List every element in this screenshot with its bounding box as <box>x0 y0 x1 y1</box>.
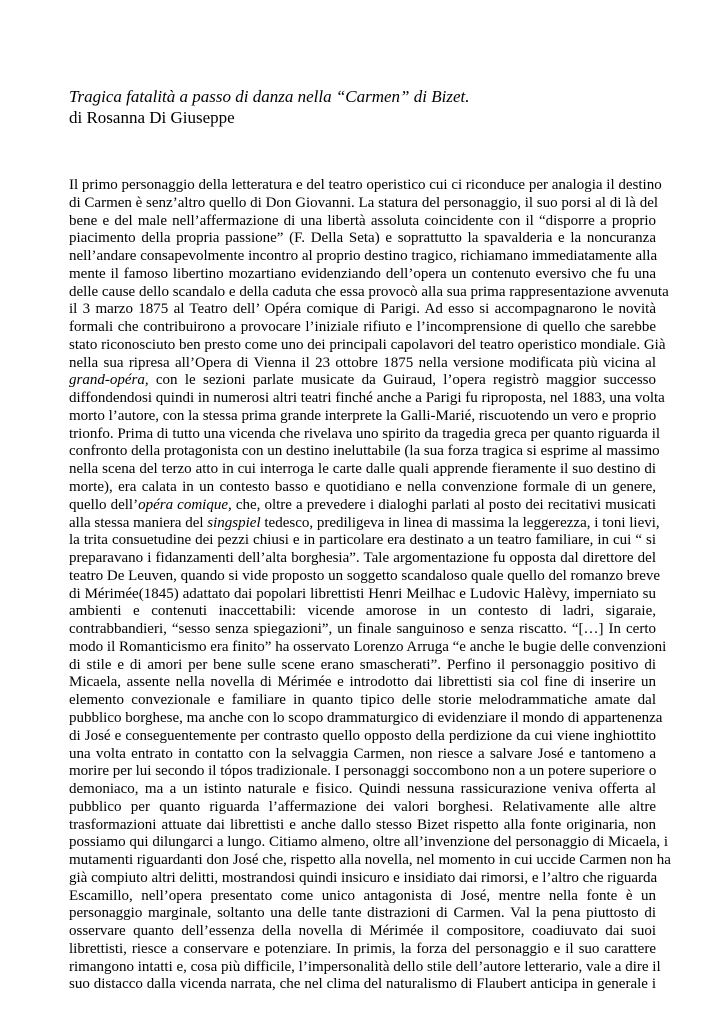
body-line: piacimento della propria passione” (F. Della Seta) e soprattutto la spavalderia e la noncuranza <box>69 230 656 247</box>
body-line: nella scena del terzo atto in cui interroga le carte dalle quali apprende fieramente il suo destino di <box>69 461 656 478</box>
body-line: trasformazioni attuate dai librettisti e anche dallo stesso Bizet rispetto alla fonte originaria, non <box>69 816 656 833</box>
body-line: elemento convezionale e familiare in quanto tipico delle storie melodrammatiche amate dal <box>69 692 656 709</box>
body-line: pubblico per quanto riguarda l’affermazione dei valori borghesi. Relativamente alle altre <box>69 798 656 815</box>
body-line: modo il Romanticismo era finito” ha osservato Lorenzo Arruga “e anche le bugie delle convenzioni <box>69 638 667 655</box>
body-line: la trita consuetudine dei pezzi chiusi e in particolare era destinato a un teatro familiare, in cui “ si <box>69 532 656 549</box>
body-line: di José e conseguentemente per contrasto quello opposto della perdizione da cui viene inghiottito <box>69 727 656 744</box>
body-line: morire per lui secondo il tópos tradizionale. I personaggi soccombono non a un potere superiore o <box>69 763 657 780</box>
article-title: Tragica fatalità a passo di danza nella “Carmen” di Bizet. <box>69 87 470 106</box>
body-line: contrabbandieri, “sesso senza spiegazioni”, un finale sanguinoso e senza riscatto. “[…] In certo <box>69 621 656 638</box>
body-line: nella sua ripresa all’Opera di Vienna il 23 ottobre 1875 nella versione modificata più vicina al <box>69 354 656 371</box>
article-author: di Rosanna Di Giuseppe <box>69 108 235 127</box>
italic-term: singspiel <box>207 514 261 531</box>
body-line: librettisti, riesce a conservare e potenziare. In primis, la forza del personaggio e il suo carattere <box>69 940 656 957</box>
body-line: osservare quanto dell’essenza della novella di Mérimée il compositore, coadiuvato dai suoi <box>69 923 656 940</box>
body-line: di Mérimée(1845) adattato dai popolari librettisti Henri Meilhac e Ludovic Halèvy, imperniato su <box>69 585 656 602</box>
body-line: mente il famoso libertino mozartiano evidenziando dell’opera un contenuto eversivo che fu una <box>69 265 656 282</box>
body-line: già compiuto altri delitti, mostrandosi quindi insicuro e insidiato dai rimorsi, e l’altro che riguarda <box>69 869 658 886</box>
body-line: di stile e di amori per bene sulle scene erano smascherati”. Perfino il personaggio positivo di <box>69 656 656 673</box>
body-line: diffondendosi quindi in numerosi altri teatri finché anche a Parigi fu riproposta, nel 1883, una volta <box>69 390 665 407</box>
body-line: bene e del male nell’affermazione di una libertà assoluta coincidente con il “disporre a proprio <box>69 212 656 229</box>
body-line: di Carmen è senz’altro quello di Don Giovanni. La statura del personaggio, il suo porsi al di là del <box>69 194 659 211</box>
body-line: possiamo qui dilungarci a lungo. Citiamo almeno, oltre all’invenzione del personaggio di Micaela, i <box>69 834 669 851</box>
body-line: suo distacco dalla vicenda narrata, che nel clima del naturalismo di Flaubert anticipa in generale i <box>69 976 656 993</box>
body-line: trionfo. Prima di tutto una vicenda che rivelava uno spirito da tragedia greca per quanto riguarda il <box>69 425 661 442</box>
italic-term: opéra comique, <box>138 496 232 513</box>
title-block <box>69 86 669 128</box>
body-line: il 3 marzo 1875 al Teatro dell’ Opéra comique di Parigi. Ad esso si accompagnarono le novità <box>69 301 656 318</box>
body-line: grand-opéra, con le sezioni parlate musicate da Guiraud, l’opera registrò maggior successo <box>69 372 656 389</box>
body-line: preparavano i fidanzamenti dell’alta borghesia”. Tale argomentazione fu opposta dal direttore del <box>69 550 656 567</box>
body-line: morte), era calata in un contesto basso e quotidiano e nella convenzione formale di un genere, <box>69 479 656 496</box>
body-line: una volta entrato in contatto con la selvaggia Carmen, non riesce a salvare José e tantomeno a <box>69 745 656 762</box>
body-line: nell’andare consapevolmente incontro al proprio destino tragico, richiamano immediatamente alla <box>69 248 658 265</box>
body-line: confronto della protagonista con un destino ineluttabile (la sua forza tragica si esprime al massimo <box>69 443 660 460</box>
body-line: personaggio marginale, soltanto una delle tante distrazioni di Carmen. Val la pena piuttosto di <box>69 905 656 922</box>
body-line: rimangono intatti e, cosa più difficile, l’impersonalità dello stile dell’autore letterario, vale a dire il <box>69 958 661 975</box>
body-line: pubblico borghese, ma anche con lo scopo drammaturgico di evidenziare il mondo di appartenenza <box>69 709 663 726</box>
body-line: quello dell’opéra comique, che, oltre a prevedere i dialoghi parlati al posto dei recitativi musicati <box>69 496 657 513</box>
body-line: stato riconosciuto ben presto come uno dei principali capolavori del teatro operistico mondiale. Già <box>69 336 666 353</box>
italic-term: grand-opéra, <box>69 372 149 389</box>
body-line: alla stessa maniera del singspiel tedesco, prediligeva in linea di massima la leggerezza, i toni lievi, <box>69 514 660 531</box>
body-line: formali che contribuirono a provocare l’iniziale rifiuto e l’incomprensione di quello che sarebbe <box>69 319 656 336</box>
body-line: delle cause dello scandalo e della caduta che essa provocò alla sua prima rappresentazione avvenuta <box>69 283 669 300</box>
body-line: Micaela, assente nella novella di Mérimée e introdotto dai librettisti sia col fine di inserire un <box>69 674 656 691</box>
body-line: Il primo personaggio della letteratura e del teatro operistico cui ci riconduce per analogia il destino <box>69 177 662 193</box>
body-line: Escamillo, nell’opera presentato come unico antagonista di José, mentre nella fonte è un <box>69 887 656 904</box>
body-line: demoniaco, ma a un istinto naturale e fisico. Quindi nessuna rassicurazione veniva offerta al <box>69 781 656 798</box>
body-line: ambienti e contenuti inaccettabili: vicende amorose in un contesto di ladri, sigaraie, <box>69 603 656 620</box>
body-line: teatro De Leuven, quando si vide proposto un soggetto scandaloso quale quello del romanzo breve <box>69 567 661 584</box>
article-body <box>69 177 671 994</box>
body-line: mutamenti riguardanti don José che, rispetto alla novella, nel momento in cui uccide Carmen non ha <box>69 852 671 869</box>
body-line: morto l’autore, con la stessa prima grande interprete la Galli-Marié, riscuotendo un vero e proprio <box>69 407 657 424</box>
